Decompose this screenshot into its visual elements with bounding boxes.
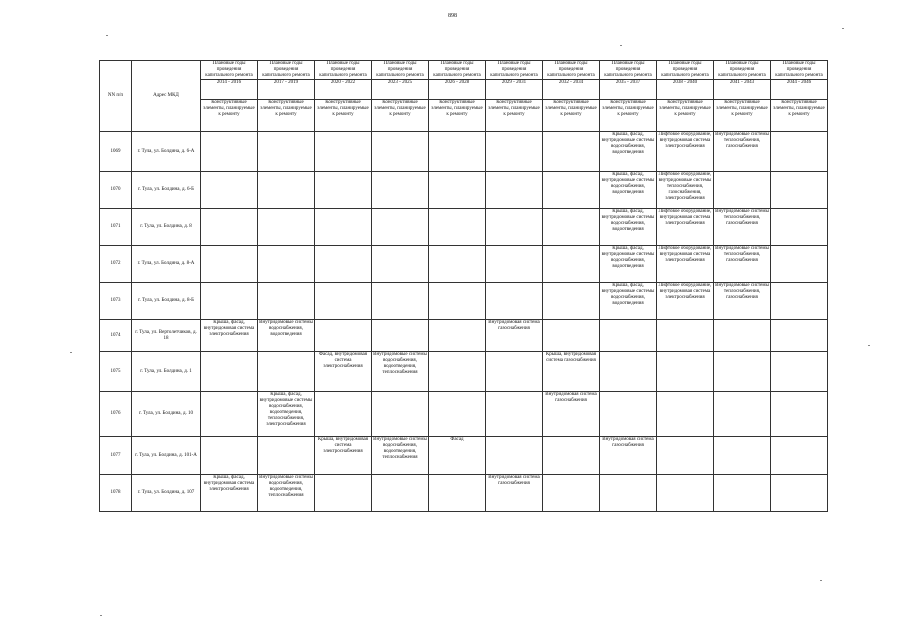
repair-cell — [714, 352, 771, 392]
repair-cell — [600, 352, 657, 392]
repair-cell — [429, 320, 486, 352]
address-header: Адрес МКД — [132, 61, 201, 132]
repair-cell — [771, 132, 828, 172]
repair-cell — [258, 209, 315, 246]
repair-cell — [657, 437, 714, 475]
repair-cell — [543, 475, 600, 512]
elements-subheader: Конструктивные элементы, планируемые к ремонту — [543, 100, 600, 132]
repair-cell: Внутридомовая система газоснабжения — [600, 437, 657, 475]
repair-cell — [315, 475, 372, 512]
repair-cell — [771, 320, 828, 352]
repair-cell — [258, 283, 315, 320]
table-row — [100, 320, 828, 352]
repair-cell — [486, 172, 543, 209]
repair-cell: Фасад, внутридомовая система электроснабжения — [315, 352, 372, 392]
repair-cell: Внутридомовые системы водоснабжения, водоотведения, теплоснабжения — [372, 437, 429, 475]
period-caption: Плановые годы проведения капитального ремонта — [718, 61, 766, 78]
repair-cell: Лифтовое оборудование, внутридомовая система электроснабжения — [657, 246, 714, 283]
scan-speck — [620, 45, 622, 46]
repair-cell — [771, 246, 828, 283]
repair-cell — [258, 437, 315, 475]
repair-cell — [771, 392, 828, 437]
period-caption: Плановые годы проведения капитального ремонта — [205, 61, 253, 78]
repair-cell — [258, 132, 315, 172]
repair-cell — [600, 320, 657, 352]
repair-cell: Крыша, фасад, внутридомовые системы водоснабжения, водоотведения — [600, 209, 657, 246]
repair-cell — [201, 209, 258, 246]
repair-cell — [372, 209, 429, 246]
repair-cell: Внутридомовые системы водоснабжения, водоотведения — [258, 320, 315, 352]
row-number: 1077 — [100, 437, 132, 475]
repair-cell — [600, 475, 657, 512]
row-number: 1075 — [100, 352, 132, 392]
row-number: 1074 — [100, 320, 132, 352]
repair-cell — [486, 352, 543, 392]
row-number: 1076 — [100, 392, 132, 437]
repair-cell — [372, 246, 429, 283]
repair-cell: Внутридомовая система газоснабжения — [486, 475, 543, 512]
table-row — [100, 246, 828, 283]
repair-cell: Лифтовое оборудование, внутридомовая система электроснабжения — [657, 132, 714, 172]
repair-cell — [201, 132, 258, 172]
repair-cell — [372, 320, 429, 352]
table-row — [100, 437, 828, 475]
period-header — [771, 61, 828, 100]
table-row — [100, 283, 828, 320]
repair-cell — [429, 132, 486, 172]
elements-subheader: Конструктивные элементы, планируемые к ремонту — [315, 100, 372, 132]
table-row — [100, 172, 828, 209]
repair-cell: Лифтовое оборудование, внутридомовая система электроснабжения — [657, 283, 714, 320]
row-address: г. Тула, ул. Вертолетчиков, д. 18 — [132, 320, 201, 352]
repair-cell — [771, 172, 828, 209]
repair-cell — [201, 246, 258, 283]
repair-cell: Внутридомовая система газоснабжения — [543, 392, 600, 437]
repair-cell — [315, 320, 372, 352]
repair-cell — [486, 392, 543, 437]
repair-cell — [486, 283, 543, 320]
repair-cell: Крыша, фасад, внутридомовые системы водоснабжения, водоотведения — [600, 172, 657, 209]
repair-cell — [714, 437, 771, 475]
repair-cell — [486, 209, 543, 246]
row-number: 1071 — [100, 209, 132, 246]
period-range: 2032 - 2034 — [543, 79, 599, 86]
repair-cell: Фасад — [429, 437, 486, 475]
repair-schedule-table — [99, 60, 828, 512]
repair-cell — [657, 352, 714, 392]
repair-cell — [429, 392, 486, 437]
period-caption: Плановые годы проведения капитального ремонта — [319, 61, 367, 78]
scan-speck — [842, 28, 844, 29]
repair-cell: Внутридомовые системы теплоснабжения, газоснабжения — [714, 209, 771, 246]
period-caption: Плановые годы проведения капитального ремонта — [376, 61, 424, 78]
nn-header: NN п/п — [100, 61, 132, 132]
table-row — [100, 352, 828, 392]
scan-speck — [820, 580, 822, 581]
repair-cell — [372, 475, 429, 512]
repair-cell — [429, 283, 486, 320]
repair-cell: Внутридомовые системы теплоснабжения, газоснабжения — [714, 132, 771, 172]
repair-cell — [714, 172, 771, 209]
scan-speck — [868, 345, 870, 346]
period-header — [600, 61, 657, 100]
repair-cell — [429, 172, 486, 209]
repair-cell — [372, 283, 429, 320]
period-header — [372, 61, 429, 100]
repair-cell — [771, 352, 828, 392]
repair-cell — [771, 475, 828, 512]
elements-subheader: Конструктивные элементы, планируемые к ремонту — [657, 100, 714, 132]
repair-cell — [201, 437, 258, 475]
elements-subheader: Конструктивные элементы, планируемые к ремонту — [486, 100, 543, 132]
table-body — [100, 132, 828, 512]
period-range: 2017 - 2019 — [258, 79, 314, 86]
repair-cell — [600, 392, 657, 437]
row-address: г. Тула, ул. Болдина, д. 10 — [132, 392, 201, 437]
table-row — [100, 132, 828, 172]
row-address: г. Тула, ул. Болдина, д. 8-А — [132, 246, 201, 283]
repair-cell: Лифтовое оборудование, внутридомовая система электроснабжения — [657, 209, 714, 246]
row-number: 1069 — [100, 132, 132, 172]
repair-cell — [771, 437, 828, 475]
period-header — [486, 61, 543, 100]
elements-subheader: Конструктивные элементы, планируемые к ремонту — [258, 100, 315, 132]
repair-cell — [543, 132, 600, 172]
repair-cell — [201, 172, 258, 209]
period-header — [657, 61, 714, 100]
repair-cell: Внутридомовые системы водоснабжения, водоотведения, теплоснабжения — [258, 475, 315, 512]
period-range: 2038 - 2040 — [657, 79, 713, 86]
repair-cell: Крыша, фасад, внутридомовые системы водоснабжения, водоотведения — [600, 132, 657, 172]
period-caption: Плановые годы проведения капитального ремонта — [433, 61, 481, 78]
elements-subheader: Конструктивные элементы, планируемые к ремонту — [429, 100, 486, 132]
scan-speck — [100, 615, 102, 616]
page-number: 898 — [448, 13, 457, 19]
repair-cell — [543, 283, 600, 320]
table-row — [100, 475, 828, 512]
row-number: 1078 — [100, 475, 132, 512]
repair-cell — [315, 209, 372, 246]
repair-cell: Крыша, внутридомовая система электроснабжения — [315, 437, 372, 475]
period-range: 2026 - 2028 — [429, 79, 485, 86]
row-address: г. Тула, ул. Болдина, д. 6-А — [132, 132, 201, 172]
row-address: г. Тула, ул. Болдина, д. 6-Б — [132, 172, 201, 209]
repair-cell — [315, 172, 372, 209]
repair-cell: Крыша, фасад, внутридомовые системы водоснабжения, водоотведения — [600, 283, 657, 320]
repair-cell — [258, 352, 315, 392]
repair-cell — [429, 209, 486, 246]
repair-cell — [429, 475, 486, 512]
header-row-elements — [100, 100, 828, 132]
repair-cell — [714, 320, 771, 352]
period-caption: Плановые годы проведения капитального ремонта — [490, 61, 538, 78]
table-row — [100, 392, 828, 437]
repair-cell — [657, 392, 714, 437]
repair-cell: Крыша, фасад, внутридомовые системы водоснабжения, водоотведения, теплоснабжения, электроснабжения — [258, 392, 315, 437]
repair-cell — [315, 283, 372, 320]
row-address: г. Тула, ул. Болдина, д. 8 — [132, 209, 201, 246]
repair-cell — [543, 246, 600, 283]
repair-cell — [315, 246, 372, 283]
repair-cell — [543, 172, 600, 209]
period-header — [315, 61, 372, 100]
period-header — [429, 61, 486, 100]
repair-cell — [771, 209, 828, 246]
period-range: 2035 - 2037 — [600, 79, 656, 86]
period-header — [714, 61, 771, 100]
elements-subheader: Конструктивные элементы, планируемые к ремонту — [372, 100, 429, 132]
period-range: 2041 - 2043 — [714, 79, 770, 86]
repair-cell — [771, 283, 828, 320]
repair-cell — [315, 392, 372, 437]
header-row-years — [100, 61, 828, 100]
period-header — [258, 61, 315, 100]
repair-cell — [486, 246, 543, 283]
repair-cell: Крыша, внутридомовая система газоснабжения — [543, 352, 600, 392]
period-header — [543, 61, 600, 100]
period-range: 2014 - 2016 — [201, 79, 257, 86]
elements-subheader: Конструктивные элементы, планируемые к ремонту — [771, 100, 828, 132]
period-caption: Плановые годы проведения капитального ремонта — [547, 61, 595, 78]
period-header — [201, 61, 258, 100]
repair-cell — [657, 320, 714, 352]
repair-cell: Внутридомовые системы теплоснабжения, газоснабжения — [714, 283, 771, 320]
repair-cell — [315, 132, 372, 172]
table-row — [100, 209, 828, 246]
scan-speck — [70, 352, 72, 353]
period-range: 2029 - 2031 — [486, 79, 542, 86]
elements-subheader: Конструктивные элементы, планируемые к ремонту — [201, 100, 258, 132]
repair-cell — [714, 392, 771, 437]
repair-cell — [201, 283, 258, 320]
repair-cell: Внутридомовая система газоснабжения — [486, 320, 543, 352]
repair-cell — [543, 437, 600, 475]
period-caption: Плановые годы проведения капитального ремонта — [604, 61, 652, 78]
elements-subheader: Конструктивные элементы, планируемые к ремонту — [600, 100, 657, 132]
repair-cell: Внутридомовые системы водоснабжения, водоотведения, теплоснабжения — [372, 352, 429, 392]
row-address: г. Тула, ул. Болдина, д. 107 — [132, 475, 201, 512]
repair-cell — [429, 246, 486, 283]
scan-speck — [106, 35, 108, 36]
elements-subheader: Конструктивные элементы, планируемые к ремонту — [714, 100, 771, 132]
period-range: 2044 - 2046 — [771, 79, 827, 86]
row-address: г. Тула, ул. Болдина, д. 8-Б — [132, 283, 201, 320]
period-range: 2020 - 2022 — [315, 79, 371, 86]
repair-cell — [372, 132, 429, 172]
repair-cell — [372, 392, 429, 437]
repair-cell — [714, 475, 771, 512]
repair-cell — [429, 352, 486, 392]
repair-cell — [201, 352, 258, 392]
repair-cell: Крыша, фасад, внутридомовая система электроснабжения — [201, 475, 258, 512]
row-address: г. Тула, ул. Болдина, д. 101-А — [132, 437, 201, 475]
repair-cell: Внутридомовые системы теплоснабжения, газоснабжения — [714, 246, 771, 283]
repair-cell — [258, 246, 315, 283]
period-caption: Плановые годы проведения капитального ремонта — [262, 61, 310, 78]
repair-cell: Крыша, фасад, внутридомовые системы водоснабжения, водоотведения — [600, 246, 657, 283]
repair-cell — [201, 392, 258, 437]
repair-cell — [543, 320, 600, 352]
period-range: 2023 - 2025 — [372, 79, 428, 86]
row-number: 1073 — [100, 283, 132, 320]
repair-cell — [486, 132, 543, 172]
repair-cell — [657, 475, 714, 512]
row-address: г. Тула, ул. Болдина, д. 1 — [132, 352, 201, 392]
period-caption: Плановые годы проведения капитального ремонта — [661, 61, 709, 78]
repair-cell: Крыша, фасад, внутридомовая система электроснабжения — [201, 320, 258, 352]
repair-cell — [258, 172, 315, 209]
period-caption: Плановые годы проведения капитального ремонта — [775, 61, 823, 78]
repair-cell: Лифтовое оборудование, внутридомовые системы теплоснабжения, газоснабжения, электроснабжения — [657, 172, 714, 209]
row-number: 1072 — [100, 246, 132, 283]
repair-cell — [543, 209, 600, 246]
row-number: 1070 — [100, 172, 132, 209]
repair-cell — [372, 172, 429, 209]
repair-cell — [486, 437, 543, 475]
